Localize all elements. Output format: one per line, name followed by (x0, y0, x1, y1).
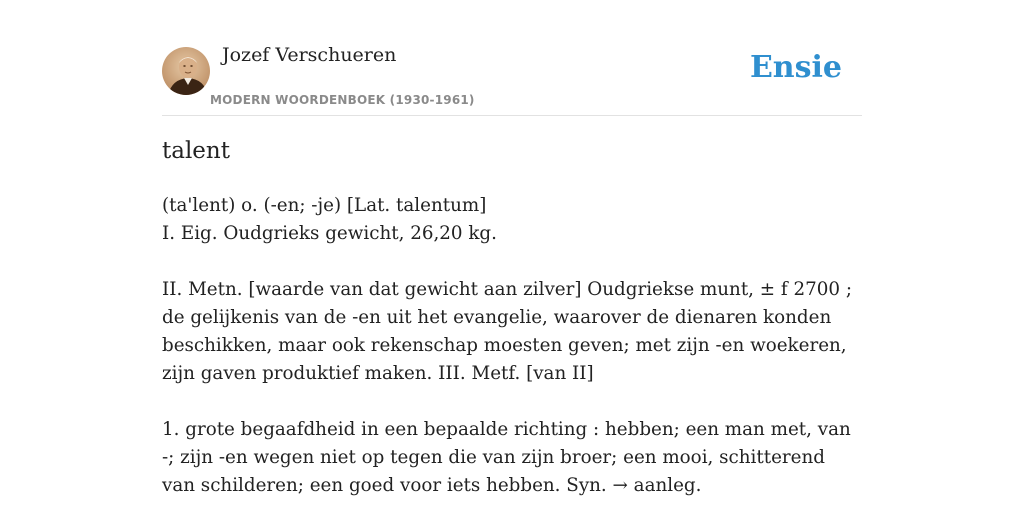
source-label[interactable]: MODERN WOORDENBOEK (1930-1961) (210, 93, 475, 107)
entry-pronunciation: (ta'lent) o. (-en; -je) [Lat. talentum] (162, 195, 487, 216)
header (162, 0, 862, 116)
paragraph-gap (162, 388, 862, 416)
entry-sense-2: II. Metn. [waarde van dat gewicht aan zilver] Oudgriekse munt, ± f 2700 ; de gelijkenis van de -en uit het evangelie, waarover de dienaren konden beschikken, maar ook rekenschap moesten geven; met zijn -en woekeren, zijn gaven produktief maken. III. Metf. [van II] (162, 279, 853, 384)
author-name[interactable]: Jozef Verschueren (222, 44, 397, 66)
brand-logo[interactable]: Ensie (749, 50, 842, 85)
avatar[interactable] (162, 47, 210, 95)
page (162, 0, 862, 512)
entry-sense-3: 1. grote begaafdheid in een bepaalde richting : hebben; een man met, van -; zijn -en wegen niet op tegen die van zijn broer; een mooi, schitterend van schilderen; een goed voor iets hebben. Syn. → aanleg. (162, 419, 851, 496)
portrait-icon (162, 47, 210, 95)
entry-sense-1: I. Eig. Oudgrieks gewicht, 26,20 kg. (162, 223, 497, 244)
page-title: talent (162, 138, 230, 164)
paragraph-gap (162, 248, 862, 276)
entry-body (162, 192, 862, 500)
